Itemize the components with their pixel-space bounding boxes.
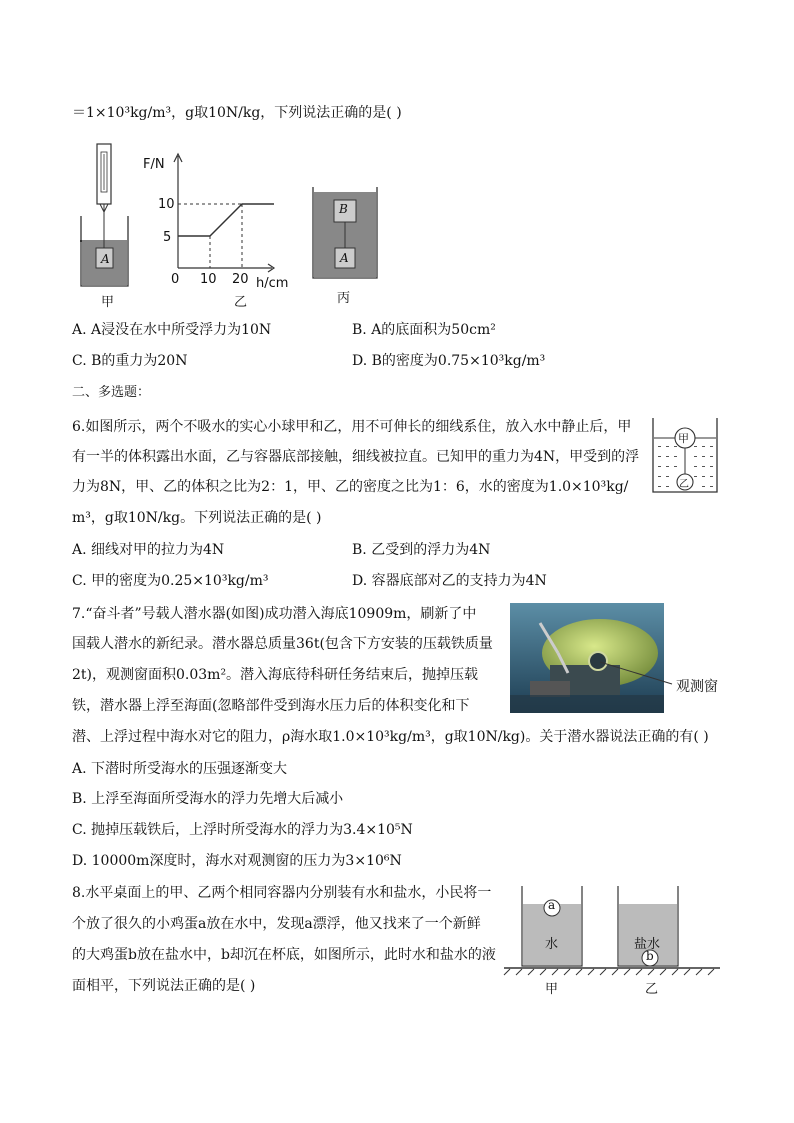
q5-figure-jia [76,140,146,310]
q6-stem-line-1: 6.如图所示，两个不吸水的实心小球甲和乙，用不可伸长的细线系住，放入水中静止后，甲 [72,419,632,435]
q5-block-a-label: A [101,252,110,266]
q7-option-c[interactable]: C. 抛掉压载铁后，上浮时所受海水的浮力为3.4×10⁵N [72,822,413,838]
q5-figure-bing-label: 丙 [337,291,351,306]
q6-stem-line-3: 力为8N，甲、乙的体积之比为2：1，甲、乙的密度之比为1：6，水的密度为1.0×10³kg/ [72,479,629,495]
q7-submersible-photo [510,603,664,713]
q8-stem-line-1: 8.水平桌面上的甲、乙两个相同容器内分别装有水和盐水，小民将一 [72,885,492,901]
q8-stem-line-2: 个放了很久的小鸡蛋a放在水中，发现a漂浮，他又找来了一个新鲜 [72,916,481,932]
q8-stem-line-3: 的大鸡蛋b放在盐水中，b却沉在杯底，如图所示，此时水和盐水的液 [72,947,496,963]
graph-x-tick-10: 10 [200,272,217,287]
q5-figure-bing [312,186,378,280]
q6-option-d[interactable]: D. 容器底部对乙的支持力为4N [352,573,547,589]
graph-series-line [178,204,274,236]
q6-stem-line-2: 有一半的体积露出水面，乙与容器底部接触，细线被拉直。已知甲的重力为4N，甲受到的浮 [72,449,640,465]
q8-cup-jia-label: 甲 [545,982,559,997]
q6-option-a[interactable]: A. 细线对甲的拉力为4N [72,542,225,558]
graph-y-tick-10: 10 [158,197,175,212]
q6-ball-jia-label: 甲 [678,432,689,445]
q7-option-d[interactable]: D. 10000m深度时，海水对观测窗的压力为3×10⁶N [72,853,402,869]
section-title: 二、多选题： [72,385,151,400]
q5-option-a[interactable]: A. A浸没在水中所受浮力为10N [72,322,272,338]
q5-block-a-label-bing: A [340,251,349,265]
q8-egg-b-label: b [646,949,654,963]
q8-figure [500,884,724,976]
graph-x-axis-label: h/cm [256,276,289,291]
q5-figure-yi-label: 乙 [234,295,248,310]
q6-stem-line-4: m³，g取10N/kg。下列说法正确的是( ) [72,510,322,526]
q7-callout-line [598,660,678,690]
q8-water-label: 水 [545,937,559,952]
graph-x-tick-0: 0 [171,272,180,287]
q7-option-b[interactable]: B. 上浮至海面所受海水的浮力先增大后减小 [72,791,344,807]
q7-stem-line-4: 铁，潜水器上浮至海面(忽略部件受到海水压力后的体积变化和下 [72,698,470,714]
q7-stem-line-2: 国载人潜水的新纪录。潜水器总质量36t(包含下方安装的压载铁质量 [72,636,493,652]
graph-y-axis-label: F/N [143,157,165,172]
q8-egg-a-label: a [548,898,556,912]
graph-y-tick-5: 5 [163,230,172,245]
q5-option-b[interactable]: B. A的底面积为50cm² [352,322,496,338]
q6-option-b[interactable]: B. 乙受到的浮力为4N [352,542,491,558]
q7-stem-line-1: 7.“奋斗者”号载人潜水器(如图)成功潜入海底10909m，刷新了中 [72,606,477,622]
q5-option-d[interactable]: D. B的密度为0.75×10³kg/m³ [352,353,546,369]
q8-stem-line-4: 面相平，下列说法正确的是( ) [72,978,256,994]
q5-figure-jia-label: 甲 [101,295,115,310]
q8-saltwater-label: 盐水 [634,937,661,952]
q6-option-c[interactable]: C. 甲的密度为0.25×10³kg/m³ [72,573,269,589]
q8-cup-yi-label: 乙 [645,982,659,997]
q7-observation-window-label: 观测窗 [676,679,718,695]
q5-stem-tail: ＝1×10³kg/m³，g取10N/kg，下列说法正确的是( ) [72,105,402,121]
q6-ball-yi-label: 乙 [679,479,689,490]
q7-stem-line-5: 潜、上浮过程中海水对它的阻力，ρ海水取1.0×10³kg/m³，g取10N/kg)。关于潜水器说法正确的有( ) [72,729,709,745]
q5-option-c[interactable]: C. B的重力为20N [72,353,188,369]
q7-option-a[interactable]: A. 下潜时所受海水的压强逐渐变大 [72,761,288,777]
graph-x-tick-20: 20 [232,272,249,287]
q7-stem-line-3: 2t)，观测窗面积0.03m²。潜入海底待科研任务结束后，抛掉压载 [72,667,479,683]
q5-block-b-label: B [339,202,348,216]
